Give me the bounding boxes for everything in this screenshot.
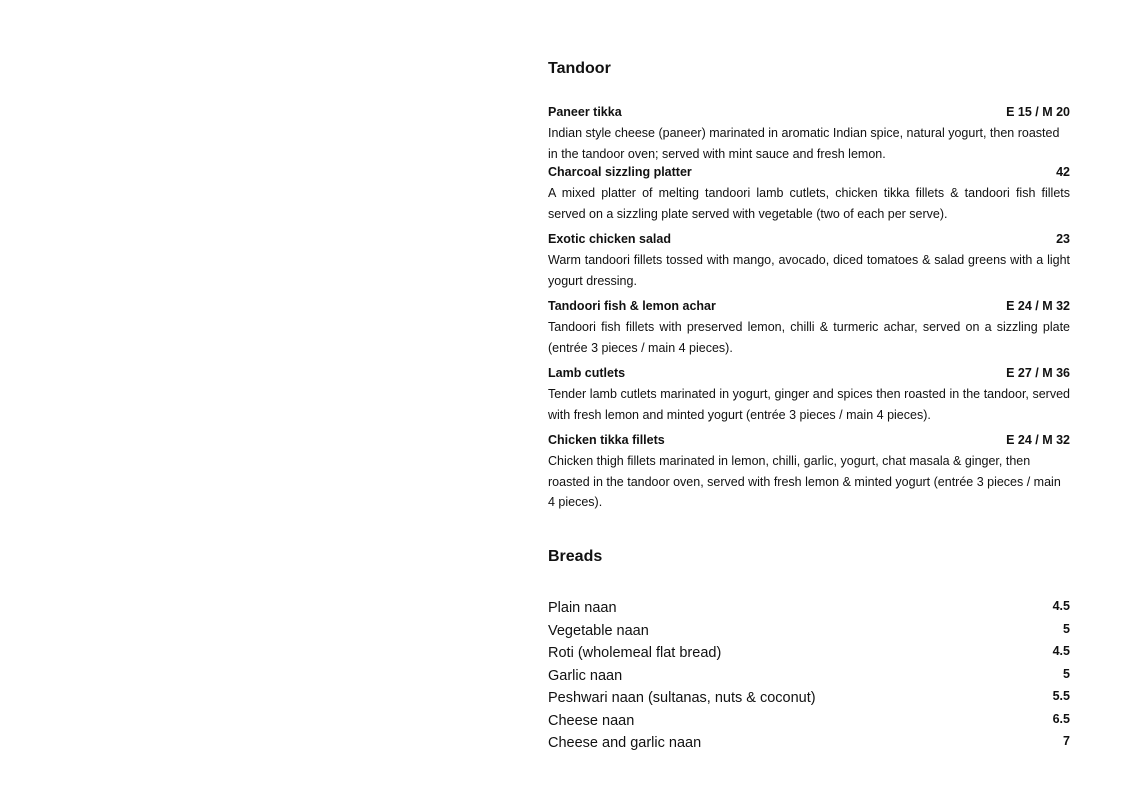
bread-name: Vegetable naan	[548, 622, 649, 639]
dish-name: Exotic chicken salad	[548, 232, 671, 246]
bread-name: Roti (wholemeal flat bread)	[548, 645, 722, 661]
dish-item	[548, 365, 1070, 425]
bread-name: Peshwari naan (sultanas, nuts & coconut)	[548, 690, 816, 706]
dish-name: Chicken tikka fillets	[548, 433, 665, 447]
bread-item	[548, 665, 1070, 688]
bread-price: 6.5	[1052, 711, 1070, 726]
bread-item	[548, 732, 1070, 755]
dish-price: E 15 / M 20	[1006, 105, 1070, 119]
bread-item	[548, 710, 1070, 733]
breads-section-title: Breads	[548, 548, 603, 565]
bread-price: 5	[1063, 666, 1070, 681]
dish-item	[548, 432, 1070, 513]
dish-description: Indian style cheese (paneer) marinated in aromatic Indian spice, natural yogurt, then roasted in the tandoor oven; served with mint sauce and fresh lemon.	[548, 126, 1060, 161]
dish-item	[548, 104, 1070, 164]
bread-item	[548, 597, 1070, 620]
breads-list	[548, 597, 1070, 755]
bread-price: 7	[1063, 734, 1070, 748]
dish-name: Paneer tikka	[548, 105, 622, 119]
dish-description: Tender lamb cutlets marinated in yogurt, ginger and spices then roasted in the tandoor, served with fresh lemon and minted yogurt (entrée 3 pieces / main 4 pieces).	[548, 387, 1070, 422]
bread-name: Cheese and garlic naan	[548, 735, 702, 751]
dish-price: E 24 / M 32	[1006, 299, 1070, 313]
bread-name: Cheese naan	[548, 712, 635, 729]
dish-description: Warm tandoori fillets tossed with mango, avocado, diced tomatoes & salad greens with a light yogurt dressing.	[548, 253, 1070, 288]
tandoor-list	[548, 104, 1070, 520]
dish-item	[548, 164, 1070, 224]
bread-price: 5.5	[1052, 689, 1070, 703]
bread-name: Garlic naan	[548, 667, 623, 684]
dish-price: 23	[1056, 232, 1070, 246]
dish-description: Chicken thigh fillets marinated in lemon, chilli, garlic, yogurt, chat masala & ginger, then roasted in the tandoor oven, served with fresh lemon & minted yogurt (entrée 3 pieces / main 4 pieces).	[548, 454, 1061, 509]
dish-name: Charcoal sizzling platter	[548, 165, 692, 179]
tandoor-section-title: Tandoor	[548, 60, 611, 77]
dish-item	[548, 298, 1070, 358]
dish-description: Tandoori fish fillets with preserved lemon, chilli & turmeric achar, served on a sizzling plate (entrée 3 pieces / main 4 pieces).	[548, 320, 1070, 355]
bread-price: 5	[1063, 621, 1070, 636]
bread-item	[548, 642, 1070, 665]
dish-price: E 24 / M 32	[1006, 433, 1070, 447]
bread-price: 4.5	[1052, 599, 1070, 613]
dish-name: Tandoori fish & lemon achar	[548, 299, 716, 313]
dish-price: E 27 / M 36	[1006, 366, 1070, 380]
bread-item	[548, 620, 1070, 643]
bread-item	[548, 687, 1070, 710]
dish-name: Lamb cutlets	[548, 366, 626, 380]
dish-price: 42	[1056, 165, 1070, 179]
dish-description: A mixed platter of melting tandoori lamb cutlets, chicken tikka fillets & tandoori fish fillets served on a sizzling plate served with vegetable (two of each per serve).	[548, 186, 1070, 221]
bread-name: Plain naan	[548, 600, 617, 616]
dish-item	[548, 231, 1070, 291]
menu-page	[548, 0, 1070, 793]
bread-price: 4.5	[1052, 644, 1070, 658]
